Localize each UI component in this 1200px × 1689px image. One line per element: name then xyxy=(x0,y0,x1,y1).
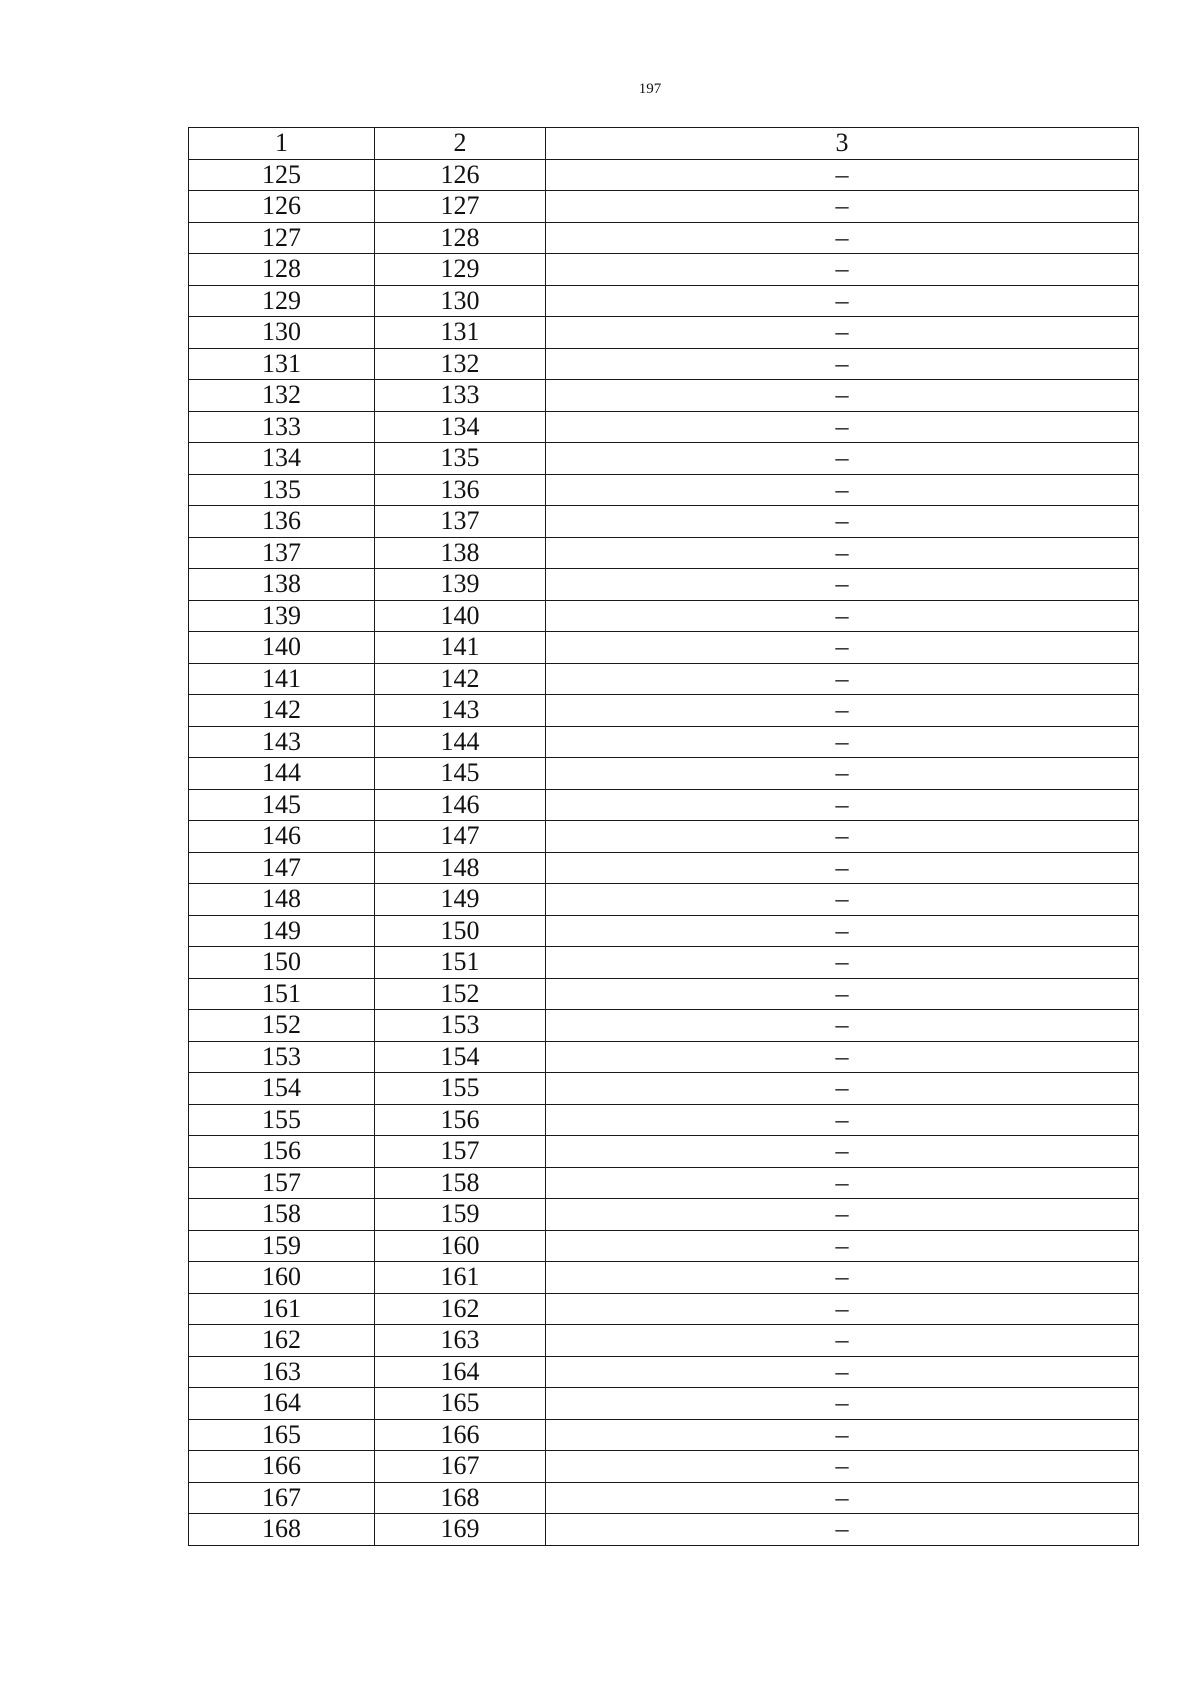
table-row xyxy=(189,254,1139,286)
table-cell-col-2: 134 xyxy=(375,411,546,443)
table-row xyxy=(189,443,1139,475)
header-cell-3: 3 xyxy=(546,128,1139,160)
table-cell-col-3: – xyxy=(546,317,1139,349)
table-cell-col-2: 159 xyxy=(375,1199,546,1231)
table-cell-col-2: 149 xyxy=(375,884,546,916)
table-cell-col-2: 145 xyxy=(375,758,546,790)
table-cell-col-3: – xyxy=(546,852,1139,884)
table-cell-col-2: 152 xyxy=(375,978,546,1010)
table-cell-col-1: 168 xyxy=(189,1514,375,1546)
table-row xyxy=(189,789,1139,821)
header-cell-1: 1 xyxy=(189,128,375,160)
table-cell-col-1: 132 xyxy=(189,380,375,412)
table-cell-col-3: – xyxy=(546,1451,1139,1483)
table-row xyxy=(189,632,1139,664)
table-cell-col-2: 162 xyxy=(375,1293,546,1325)
table-row xyxy=(189,1167,1139,1199)
table-cell-col-2: 161 xyxy=(375,1262,546,1294)
table-row xyxy=(189,915,1139,947)
table-cell-col-1: 167 xyxy=(189,1482,375,1514)
table-cell-col-3: – xyxy=(546,1293,1139,1325)
table-cell-col-1: 145 xyxy=(189,789,375,821)
data-table xyxy=(188,127,1139,1546)
table-cell-col-1: 152 xyxy=(189,1010,375,1042)
table-row xyxy=(189,222,1139,254)
table-row xyxy=(189,1514,1139,1546)
table-row xyxy=(189,600,1139,632)
table-cell-col-3: – xyxy=(546,915,1139,947)
table-cell-col-1: 153 xyxy=(189,1041,375,1073)
table-row xyxy=(189,1104,1139,1136)
table-cell-col-3: – xyxy=(546,569,1139,601)
table-cell-col-2: 163 xyxy=(375,1325,546,1357)
table-cell-col-3: – xyxy=(546,1419,1139,1451)
table-cell-col-1: 150 xyxy=(189,947,375,979)
table-cell-col-3: – xyxy=(546,1325,1139,1357)
table-cell-col-2: 168 xyxy=(375,1482,546,1514)
table-cell-col-1: 130 xyxy=(189,317,375,349)
table-cell-col-3: – xyxy=(546,821,1139,853)
table-row xyxy=(189,1388,1139,1420)
table-cell-col-3: – xyxy=(546,506,1139,538)
table-cell-col-1: 125 xyxy=(189,159,375,191)
table-row xyxy=(189,474,1139,506)
table-cell-col-3: – xyxy=(546,600,1139,632)
table-row xyxy=(189,978,1139,1010)
table-row xyxy=(189,947,1139,979)
table-cell-col-3: – xyxy=(546,191,1139,223)
table-cell-col-1: 136 xyxy=(189,506,375,538)
table-header-row xyxy=(189,128,1139,160)
table-cell-col-3: – xyxy=(546,663,1139,695)
table-cell-col-2: 148 xyxy=(375,852,546,884)
table-row xyxy=(189,1136,1139,1168)
table-cell-col-1: 142 xyxy=(189,695,375,727)
table-cell-col-2: 129 xyxy=(375,254,546,286)
table-cell-col-3: – xyxy=(546,222,1139,254)
header-cell-2: 2 xyxy=(375,128,546,160)
table-cell-col-3: – xyxy=(546,726,1139,758)
table-cell-col-3: – xyxy=(546,1230,1139,1262)
page-number: 197 xyxy=(638,81,662,97)
table-cell-col-2: 147 xyxy=(375,821,546,853)
table-row xyxy=(189,821,1139,853)
table-cell-col-3: – xyxy=(546,1041,1139,1073)
table-row xyxy=(189,726,1139,758)
table-row xyxy=(189,1325,1139,1357)
table-cell-col-1: 129 xyxy=(189,285,375,317)
table-cell-col-3: – xyxy=(546,380,1139,412)
table-cell-col-2: 166 xyxy=(375,1419,546,1451)
table-cell-col-1: 131 xyxy=(189,348,375,380)
table-cell-col-2: 153 xyxy=(375,1010,546,1042)
table-row xyxy=(189,1293,1139,1325)
table-cell-col-2: 169 xyxy=(375,1514,546,1546)
table-cell-col-2: 132 xyxy=(375,348,546,380)
table-row xyxy=(189,317,1139,349)
table-cell-col-1: 126 xyxy=(189,191,375,223)
table-cell-col-3: – xyxy=(546,1104,1139,1136)
table-body xyxy=(189,128,1139,1546)
table-cell-col-1: 163 xyxy=(189,1356,375,1388)
table-row xyxy=(189,1482,1139,1514)
table-row xyxy=(189,159,1139,191)
table-cell-col-2: 137 xyxy=(375,506,546,538)
table-row xyxy=(189,191,1139,223)
table-cell-col-3: – xyxy=(546,947,1139,979)
table-row xyxy=(189,285,1139,317)
table-cell-col-3: – xyxy=(546,443,1139,475)
table-cell-col-2: 135 xyxy=(375,443,546,475)
table-cell-col-1: 128 xyxy=(189,254,375,286)
table-cell-col-2: 127 xyxy=(375,191,546,223)
table-cell-col-2: 156 xyxy=(375,1104,546,1136)
table-cell-col-3: – xyxy=(546,1356,1139,1388)
table-row xyxy=(189,1262,1139,1294)
table-cell-col-2: 165 xyxy=(375,1388,546,1420)
table-row xyxy=(189,1451,1139,1483)
table-cell-col-3: – xyxy=(546,1199,1139,1231)
table-cell-col-2: 157 xyxy=(375,1136,546,1168)
table-cell-col-2: 164 xyxy=(375,1356,546,1388)
table-cell-col-1: 166 xyxy=(189,1451,375,1483)
table-cell-col-2: 133 xyxy=(375,380,546,412)
table-cell-col-1: 151 xyxy=(189,978,375,1010)
table-cell-col-1: 138 xyxy=(189,569,375,601)
table-cell-col-2: 167 xyxy=(375,1451,546,1483)
table-cell-col-3: – xyxy=(546,348,1139,380)
table-cell-col-3: – xyxy=(546,1136,1139,1168)
table-cell-col-3: – xyxy=(546,254,1139,286)
table-row xyxy=(189,1356,1139,1388)
table-cell-col-2: 155 xyxy=(375,1073,546,1105)
table-cell-col-2: 139 xyxy=(375,569,546,601)
table-cell-col-2: 131 xyxy=(375,317,546,349)
table-cell-col-3: – xyxy=(546,1514,1139,1546)
table-cell-col-2: 138 xyxy=(375,537,546,569)
table-cell-col-3: – xyxy=(546,1010,1139,1042)
table-cell-col-2: 126 xyxy=(375,159,546,191)
table-cell-col-1: 158 xyxy=(189,1199,375,1231)
table-cell-col-1: 165 xyxy=(189,1419,375,1451)
table-cell-col-3: – xyxy=(546,978,1139,1010)
table-cell-col-2: 151 xyxy=(375,947,546,979)
table-cell-col-2: 143 xyxy=(375,695,546,727)
table-cell-col-1: 162 xyxy=(189,1325,375,1357)
table-cell-col-1: 135 xyxy=(189,474,375,506)
table-cell-col-1: 147 xyxy=(189,852,375,884)
table-cell-col-3: – xyxy=(546,1167,1139,1199)
table-cell-col-1: 149 xyxy=(189,915,375,947)
table-cell-col-2: 150 xyxy=(375,915,546,947)
table-cell-col-1: 143 xyxy=(189,726,375,758)
table-cell-col-1: 161 xyxy=(189,1293,375,1325)
table-cell-col-3: – xyxy=(546,1482,1139,1514)
table-row xyxy=(189,348,1139,380)
table-cell-col-2: 154 xyxy=(375,1041,546,1073)
table-cell-col-2: 136 xyxy=(375,474,546,506)
table-cell-col-1: 156 xyxy=(189,1136,375,1168)
table-cell-col-2: 158 xyxy=(375,1167,546,1199)
table-row xyxy=(189,1419,1139,1451)
table-row xyxy=(189,758,1139,790)
table-cell-col-2: 141 xyxy=(375,632,546,664)
table-row xyxy=(189,411,1139,443)
table-cell-col-3: – xyxy=(546,789,1139,821)
table-row xyxy=(189,537,1139,569)
table-cell-col-3: – xyxy=(546,1388,1139,1420)
table-row xyxy=(189,380,1139,412)
table-row xyxy=(189,1010,1139,1042)
table-row xyxy=(189,663,1139,695)
table-cell-col-2: 140 xyxy=(375,600,546,632)
table-row xyxy=(189,1230,1139,1262)
table-cell-col-3: – xyxy=(546,758,1139,790)
table-cell-col-1: 146 xyxy=(189,821,375,853)
table-cell-col-2: 146 xyxy=(375,789,546,821)
table-cell-col-1: 157 xyxy=(189,1167,375,1199)
table-row xyxy=(189,884,1139,916)
table-cell-col-1: 137 xyxy=(189,537,375,569)
table-cell-col-2: 130 xyxy=(375,285,546,317)
table-cell-col-1: 159 xyxy=(189,1230,375,1262)
table-cell-col-3: – xyxy=(546,1262,1139,1294)
table-row xyxy=(189,695,1139,727)
table-row xyxy=(189,506,1139,538)
table-cell-col-3: – xyxy=(546,159,1139,191)
table-row xyxy=(189,569,1139,601)
table-cell-col-1: 160 xyxy=(189,1262,375,1294)
table-cell-col-2: 142 xyxy=(375,663,546,695)
table-cell-col-1: 164 xyxy=(189,1388,375,1420)
table-cell-col-1: 134 xyxy=(189,443,375,475)
table-cell-col-3: – xyxy=(546,1073,1139,1105)
table-row xyxy=(189,1199,1139,1231)
table-cell-col-1: 127 xyxy=(189,222,375,254)
table-cell-col-1: 144 xyxy=(189,758,375,790)
table-row xyxy=(189,852,1139,884)
table-cell-col-3: – xyxy=(546,537,1139,569)
table-cell-col-3: – xyxy=(546,695,1139,727)
table-cell-col-1: 154 xyxy=(189,1073,375,1105)
table-cell-col-2: 160 xyxy=(375,1230,546,1262)
table-cell-col-1: 140 xyxy=(189,632,375,664)
table-cell-col-3: – xyxy=(546,884,1139,916)
table-cell-col-3: – xyxy=(546,632,1139,664)
table-cell-col-3: – xyxy=(546,474,1139,506)
table-cell-col-2: 128 xyxy=(375,222,546,254)
table-cell-col-1: 155 xyxy=(189,1104,375,1136)
table-cell-col-1: 148 xyxy=(189,884,375,916)
table-row xyxy=(189,1041,1139,1073)
table-cell-col-3: – xyxy=(546,411,1139,443)
table-cell-col-1: 141 xyxy=(189,663,375,695)
table-row xyxy=(189,1073,1139,1105)
table-cell-col-1: 139 xyxy=(189,600,375,632)
table-cell-col-2: 144 xyxy=(375,726,546,758)
table-cell-col-1: 133 xyxy=(189,411,375,443)
table-cell-col-3: – xyxy=(546,285,1139,317)
